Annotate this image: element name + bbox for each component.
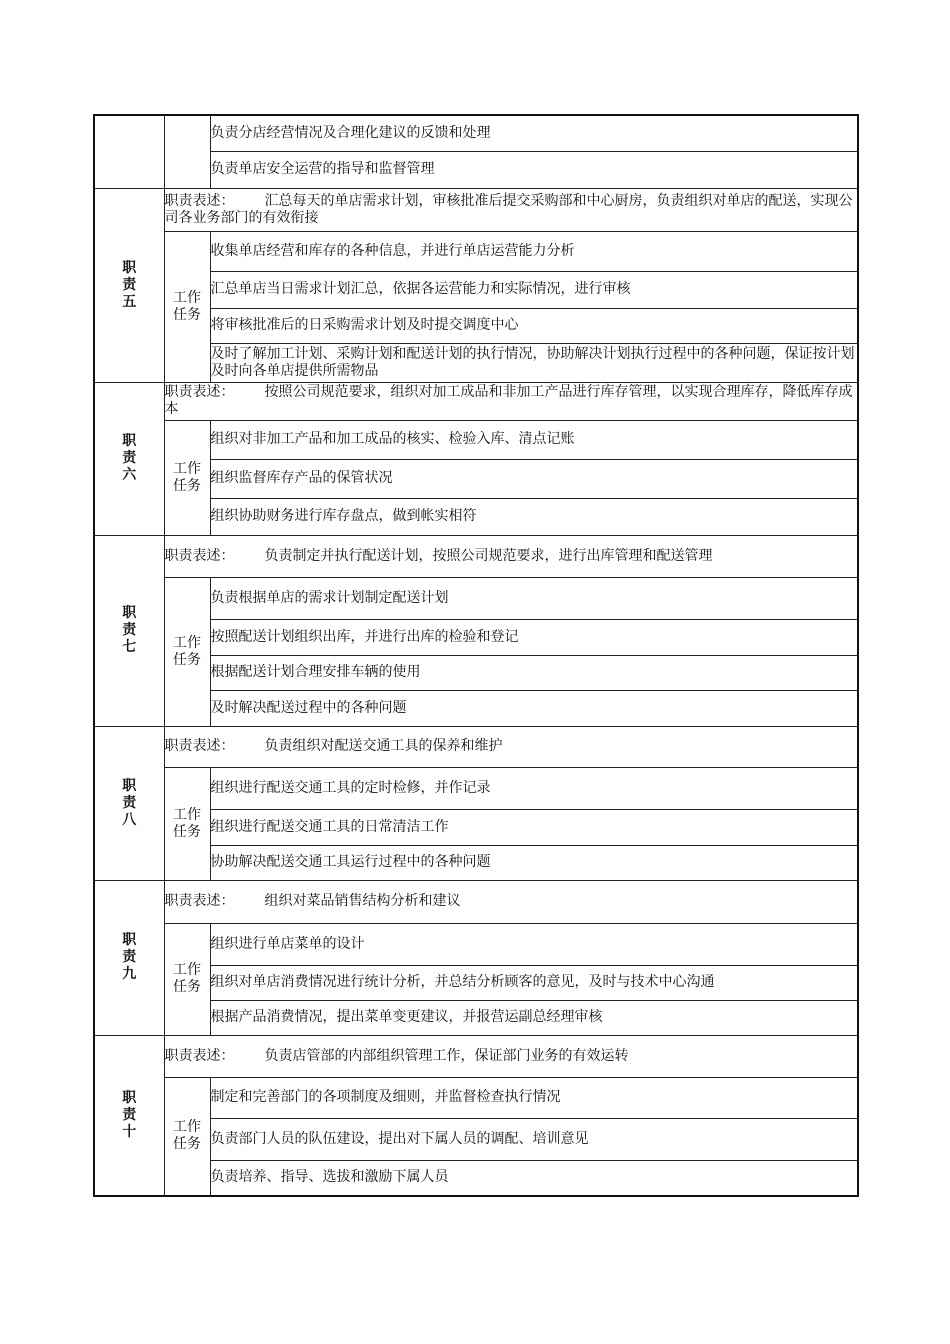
task-label-cell <box>164 420 210 535</box>
duty-name-cell <box>94 188 164 382</box>
duty-name-cell <box>94 535 164 726</box>
duty-name-char: 责 <box>122 622 137 638</box>
task-item: 根据产品消费情况，提出菜单变更建议，并报营运副总经理审核 <box>210 1000 858 1035</box>
duty-statement <box>164 726 858 767</box>
task-item: 组织协助财务进行库存盘点，做到帐实相符 <box>210 498 858 535</box>
statement-text: 负责店管部的内部组织管理工作，保证部门业务的有效运转 <box>264 1047 629 1064</box>
continuation-duty-cell <box>94 115 164 188</box>
task-label-line: 任务 <box>173 823 201 840</box>
duty-statement <box>164 880 858 923</box>
duty-statement-row <box>94 1035 858 1077</box>
task-label-line: 工作 <box>173 460 201 477</box>
task-item: 组织监督库存产品的保管状况 <box>210 459 858 498</box>
task-item: 负责培养、指导、选拔和激励下属人员 <box>210 1160 858 1196</box>
task-item: 制定和完善部门的各项制度及细则，并监督检查执行情况 <box>210 1077 858 1118</box>
task-row <box>94 767 858 809</box>
statement-text: 负责组织对配送交通工具的保养和维护 <box>264 738 503 754</box>
continuation-label-cell <box>164 115 210 188</box>
task-item: 组织进行配送交通工具的定时检修，并作记录 <box>210 767 858 809</box>
duty-name-char: 八 <box>122 811 137 828</box>
task-item: 协助解决配送交通工具运行过程中的各种问题 <box>210 845 858 880</box>
statement-text: 按照公司规范要求，组织对加工成品和非加工产品进行库存管理，以实现合理库存，降低库存成本 <box>164 384 853 417</box>
duty-statement <box>164 188 858 231</box>
duty-name-char: 职 <box>122 932 137 948</box>
duty-name-char: 七 <box>122 639 137 655</box>
statement-text: 汇总每天的单店需求计划，审核批准后提交采购部和中心厨房，负责组织对单店的配送，实现公司各业务部门的有效衔接 <box>164 192 853 226</box>
duty-name-char: 九 <box>122 966 137 982</box>
duty-name-char: 六 <box>122 467 137 483</box>
task-item: 组织对单店消费情况进行统计分析，并总结分析顾客的意见，及时与技术中心沟通 <box>210 965 858 1000</box>
statement-prefix: 职责表述： <box>164 547 235 564</box>
statement-text: 组织对菜品销售结构分析和建议 <box>264 893 461 909</box>
statement-prefix: 职责表述： <box>164 738 235 754</box>
duties-table <box>93 114 859 1197</box>
duty-name-char: 职 <box>122 433 137 449</box>
task-item: 根据配送计划合理安排车辆的使用 <box>210 655 858 690</box>
duty-statement-row <box>94 382 858 420</box>
duty-name-char: 责 <box>122 450 137 466</box>
duty-name-char: 责 <box>122 794 137 811</box>
duty-name-cell <box>94 726 164 880</box>
duty-name-cell <box>94 382 164 535</box>
task-label-cell <box>164 577 210 726</box>
duty-statement-row <box>94 726 858 767</box>
task-row <box>94 231 858 271</box>
task-row <box>94 420 858 459</box>
task-row <box>94 923 858 965</box>
duty-name-char: 职 <box>122 259 137 276</box>
statement-prefix: 职责表述： <box>164 192 235 209</box>
task-row <box>94 1077 858 1118</box>
continuation-row <box>94 115 858 151</box>
task-item: 组织进行配送交通工具的日常清洁工作 <box>210 809 858 845</box>
task-label-line: 工作 <box>173 634 201 651</box>
task-item: 按照配送计划组织出库，并进行出库的检验和登记 <box>210 619 858 655</box>
duty-name-cell <box>94 880 164 1035</box>
duty-name-char: 职 <box>122 777 137 794</box>
task-label-line: 任务 <box>173 1136 201 1153</box>
task-label-line: 工作 <box>173 289 201 306</box>
duty-statement <box>164 1035 858 1077</box>
task-item: 及时解决配送过程中的各种问题 <box>210 690 858 726</box>
task-label-line: 工作 <box>173 806 201 823</box>
task-item: 负责分店经营情况及合理化建议的反馈和处理 <box>210 115 858 151</box>
statement-prefix: 职责表述： <box>164 893 235 909</box>
duty-name-cell <box>94 1035 164 1196</box>
duty-name-char: 责 <box>122 276 137 293</box>
duty-name-char: 五 <box>122 293 137 310</box>
duty-statement <box>164 382 858 420</box>
duty-name-char: 职 <box>122 1089 137 1106</box>
task-label-cell <box>164 767 210 880</box>
duty-name-char: 职 <box>122 605 137 621</box>
task-item: 收集单店经营和库存的各种信息，并进行单店运营能力分析 <box>210 231 858 271</box>
task-item: 负责单店安全运营的指导和监督管理 <box>210 151 858 188</box>
task-label-cell <box>164 1077 210 1196</box>
task-label-line: 任务 <box>173 651 201 668</box>
task-label-line: 工作 <box>173 962 201 978</box>
statement-prefix: 职责表述： <box>164 384 235 400</box>
duty-name-char: 责 <box>122 1106 137 1123</box>
task-item: 及时了解加工计划、采购计划和配送计划的执行情况，协助解决计划执行过程中的各种问题，保证按计划及时向各单店提供所需物品 <box>210 343 858 382</box>
duty-statement-row <box>94 880 858 923</box>
duty-statement-row <box>94 535 858 577</box>
task-item: 负责部门人员的队伍建设，提出对下属人员的调配、培训意见 <box>210 1118 858 1160</box>
task-item: 将审核批准后的日采购需求计划及时提交调度中心 <box>210 308 858 343</box>
task-item: 组织对非加工产品和加工成品的核实、检验入库、清点记账 <box>210 420 858 459</box>
task-label-cell <box>164 923 210 1035</box>
duty-name-char: 责 <box>122 949 137 965</box>
duty-statement <box>164 535 858 577</box>
task-item: 汇总单店当日需求计划汇总，依据各运营能力和实际情况，进行审核 <box>210 271 858 308</box>
task-label-line: 任务 <box>173 477 201 494</box>
task-label-line: 任务 <box>173 979 201 995</box>
duty-name-char: 十 <box>122 1123 137 1140</box>
task-item: 组织进行单店菜单的设计 <box>210 923 858 965</box>
task-label-line: 工作 <box>173 1119 201 1136</box>
task-item: 负责根据单店的需求计划制定配送计划 <box>210 577 858 619</box>
statement-text: 负责制定并执行配送计划，按照公司规范要求，进行出库管理和配送管理 <box>264 547 713 564</box>
task-label-cell <box>164 231 210 382</box>
duty-statement-row <box>94 188 858 231</box>
task-row <box>94 577 858 619</box>
task-label-line: 任务 <box>173 306 201 323</box>
statement-prefix: 职责表述： <box>164 1047 235 1064</box>
